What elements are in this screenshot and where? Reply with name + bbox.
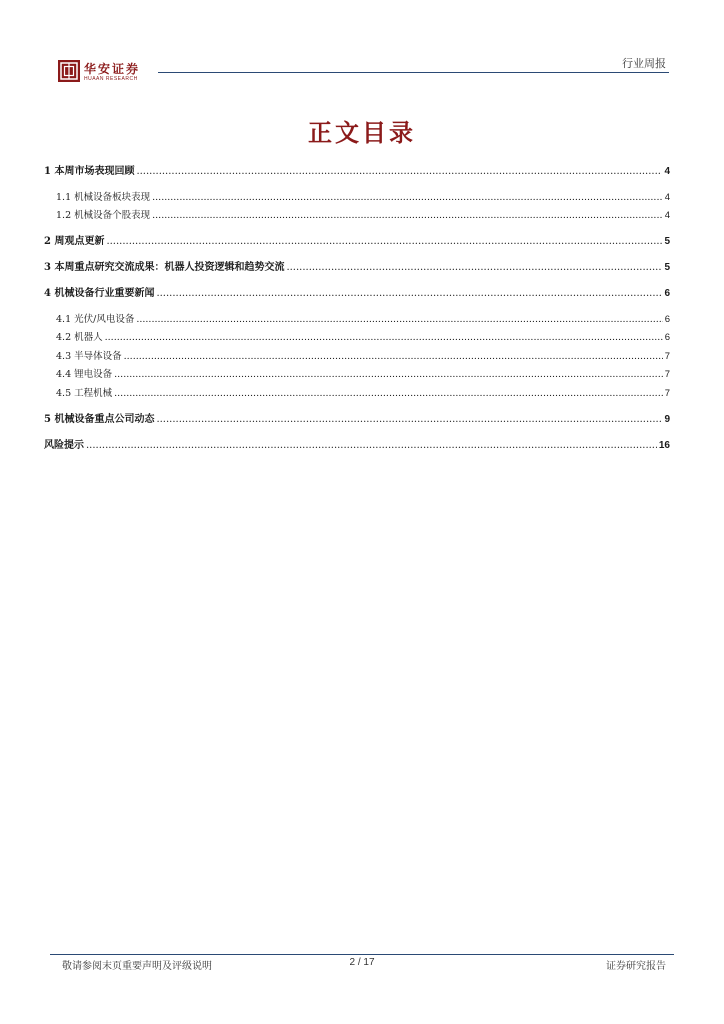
toc-entry[interactable] <box>44 350 670 364</box>
toc-entry-label: 5 机械设备重点公司动态 <box>44 414 155 425</box>
logo-text: 华安证券 <box>84 62 141 76</box>
toc-leader-dots <box>105 331 663 345</box>
toc-entry-label: 1.2 机械设备个股表现 <box>56 210 151 221</box>
toc-entry-page: 6 <box>664 332 670 343</box>
toc-leader-dots <box>124 350 663 364</box>
report-type: 行业周报 <box>622 57 666 70</box>
toc-entry-page: 6 <box>664 288 670 299</box>
toc-entry[interactable] <box>44 287 670 301</box>
toc-leader-dots <box>152 209 663 223</box>
toc-leader-dots <box>136 313 662 327</box>
toc-entry-label: 4.1 光伏/风电设备 <box>56 314 135 325</box>
footer-rule <box>50 954 674 955</box>
toc-entry-page: 4 <box>664 192 670 203</box>
toc-entry-page: 7 <box>664 351 670 362</box>
toc-entry[interactable] <box>44 368 670 382</box>
toc-entry[interactable] <box>44 191 670 205</box>
footer-disclaimer: 敬请参阅末页重要声明及评级说明 <box>62 961 212 972</box>
toc-leader-dots <box>286 261 662 275</box>
toc-entry[interactable] <box>44 209 670 223</box>
toc-entry[interactable] <box>44 165 670 179</box>
toc-entry-page: 5 <box>664 262 670 273</box>
toc-entry-label: 风险提示 <box>44 440 84 451</box>
footer-doc-type: 证券研究报告 <box>606 961 666 972</box>
toc-leader-dots <box>136 165 662 179</box>
toc-entry-page: 7 <box>664 369 670 380</box>
toc-entry-page: 5 <box>664 236 670 247</box>
toc-entry[interactable] <box>44 413 670 427</box>
toc-entry-page: 4 <box>664 166 670 177</box>
toc-title: 正文目录 <box>308 118 416 147</box>
toc-entry-page: 4 <box>664 210 670 221</box>
header-rule <box>158 72 669 73</box>
page-header <box>0 0 724 90</box>
toc-entry-label: 4.2 机器人 <box>56 332 103 343</box>
toc-leader-dots <box>156 287 662 301</box>
toc-leader-dots <box>114 368 663 382</box>
toc-entry-label: 1 本周市场表现回顾 <box>44 166 135 177</box>
toc-entry[interactable] <box>44 331 670 345</box>
toc-leader-dots <box>114 387 663 401</box>
toc-entry-label: 2 周观点更新 <box>44 236 105 247</box>
toc-entry-page: 7 <box>664 388 670 399</box>
toc-leader-dots <box>86 439 657 453</box>
toc-entry-label: 4 机械设备行业重要新闻 <box>44 288 155 299</box>
toc-entry-label: 4.3 半导体设备 <box>56 351 122 362</box>
toc-entry-label: 4.5 工程机械 <box>56 388 113 399</box>
toc-entry[interactable] <box>44 439 670 453</box>
toc-entry-label: 4.4 锂电设备 <box>56 369 113 380</box>
toc-entry[interactable] <box>44 313 670 327</box>
toc-entry-page: 9 <box>664 414 670 425</box>
toc-entry-label: 1.1 机械设备板块表现 <box>56 192 151 203</box>
toc-leader-dots <box>156 413 662 427</box>
toc-leader-dots <box>106 235 662 249</box>
page-number: 2 / 17 <box>349 957 375 968</box>
toc-entry-page: 6 <box>664 314 670 325</box>
toc-entry[interactable] <box>44 387 670 401</box>
toc-entry-page: 16 <box>658 440 670 451</box>
toc-leader-dots <box>152 191 663 205</box>
logo-subtext: HUAAN RESEARCH <box>84 76 138 82</box>
toc-entry[interactable] <box>44 235 670 249</box>
toc-entry[interactable] <box>44 261 670 275</box>
toc-entry-label: 3 本周重点研究交流成果：机器人投资逻辑和趋势交流 <box>44 262 285 273</box>
huaan-logo-icon <box>58 60 80 82</box>
